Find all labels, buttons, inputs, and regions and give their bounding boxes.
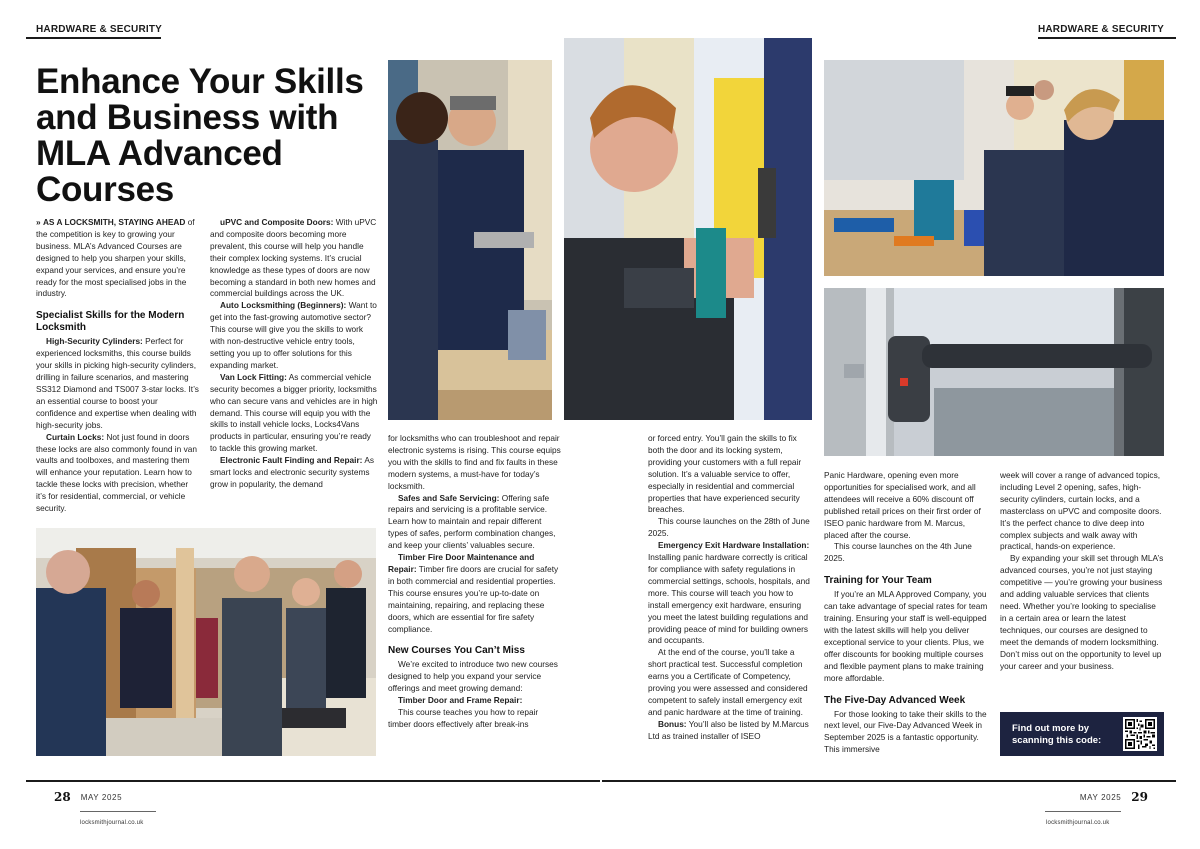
photo-panic-bar bbox=[824, 288, 1164, 456]
subhead-five-day-week: The Five-Day Advanced Week bbox=[824, 694, 966, 706]
subhead-specialist-skills: Specialist Skills for the Modern Locksmith bbox=[36, 310, 185, 334]
website-url-right[interactable]: locksmithjournal.co.uk bbox=[1046, 820, 1110, 826]
paragraph-continued: Panic Hardware, opening even more opportunities for specialised work, and all attendees will receive a 60% discount off published retail prices on their first order of ISEO panic hardware from M. Marcus, placed after the course. bbox=[824, 470, 981, 540]
header-rule-right bbox=[1038, 37, 1176, 39]
issue-date-left: MAY 2025 bbox=[80, 793, 123, 802]
paragraph-safes: Safes and Safe Servicing: Offering safe repairs and servicing is a profitable service. Learn how to maintain and repair different types of safes, perform combination changes, and keep your clients’ valuables secure. bbox=[388, 492, 556, 551]
section-header-left: HARDWARE & SECURITY bbox=[36, 24, 163, 35]
footer-left-folio bbox=[54, 790, 122, 804]
photo-trainee-van-lock bbox=[564, 38, 812, 420]
paragraph-van-lock: Van Lock Fitting: As commercial vehicle security becomes a bigger priority, locksmiths who can secure vans and vehicles are in high demand. This course will equip you with the skills to install vehicle locks, Locks4Vans products in particular, ensuring you’re ready to tackle this growing market. bbox=[210, 371, 378, 454]
subhead-new-courses: New Courses You Can’t Miss bbox=[388, 645, 525, 657]
lead-paragraph: » AS A LOCKSMITH, STAYING AHEAD of the competition is key to growing your business. MLA’s Advanced Courses are designed to help you sharpen your skills, expand your services, and ensure you’re ready for the most specialised jobs in the industry. bbox=[36, 217, 195, 299]
paragraph-continued: week will cover a range of advanced topics, including Level 2 opening, safes, high-security cylinders, curtain locks, and a masterclass on uPVC and composite doors. It’s the perfect chance to dive deep into complex subjects and walk away with practical, hands-on experience. bbox=[1000, 470, 1162, 552]
footer-rule-left bbox=[26, 780, 600, 782]
website-url-left[interactable]: locksmithjournal.co.uk bbox=[80, 820, 144, 826]
paragraph-launch-date: This course launches on the 28th of June 2025. bbox=[648, 516, 810, 539]
paragraph-timber-fire-door: Timber Fire Door Maintenance and Repair: Timber fire doors are crucial for safety in both commercial and residential properties. This course ensures you’re up-to-date on maintaining, repairing, and replacing these doors, which are essential for fire safety compliance. bbox=[388, 552, 559, 634]
paragraph-timber-door-frame: This course teaches you how to repair timber doors effectively after break-ins bbox=[388, 707, 539, 729]
footer-divider-right bbox=[1045, 811, 1121, 812]
paragraph-team-training: If you’re an MLA Approved Company, you can take advantage of special rates for team training. Ensuring your staff is well-equipped with the latest skills will help you deliver exceptional service to your clients. Plus, we offer discounts for booking multiple courses and flexible payment plans to make training more affordable. bbox=[824, 589, 988, 683]
paragraph-curtain-locks: Curtain Locks: Not just found in doors these locks are also commonly found in van vaults and toolboxes, and mastering them will enhance your reputation. Learn how to tackle these locks with precision, whether it’s for residential, commercial, or vehicle security. bbox=[36, 431, 197, 514]
qr-code-callout[interactable] bbox=[1000, 712, 1164, 756]
footer-divider-left bbox=[80, 811, 156, 812]
paragraph-high-security: High-Security Cylinders: Perfect for experienced locksmiths, this course builds your skills in picking high-security cylinders, drilling in failure scenarios, and mastering SS312 Diamond and TS007 3-star locks. It’s an essential course to boost your confidence and expertise when dealing with high-security jobs. bbox=[36, 336, 199, 430]
paragraph-course-end: At the end of the course, you’ll take a short practical test. Successful completion earns you a Certificate of Competency, proving you were assessed and considered competent to safely install emergency exit and panic hardware at the time of training. bbox=[648, 647, 808, 717]
issue-date-right: MAY 2025 bbox=[1079, 793, 1122, 802]
photo-trainees-workbench bbox=[824, 60, 1164, 276]
qr-callout-text: Find out more by scanning this code: bbox=[1012, 723, 1102, 746]
section-header-right: HARDWARE & SECURITY bbox=[1037, 24, 1164, 35]
qr-code-icon[interactable] bbox=[1123, 717, 1157, 751]
paragraph-continued: or forced entry. You’ll gain the skills to fix both the door and its locking system, providing your customers with a full repair solution. It’s a valuable service to offer, especially in residential and commercial properties that have experienced security breaches. bbox=[648, 433, 802, 515]
photo-trainer-with-trainee bbox=[388, 60, 552, 420]
photo-training-workshop bbox=[36, 528, 376, 756]
paragraph-emergency-exit: Installing panic hardware correctly is critical for compliance with safety regulations in commercial settings, schools, hospitals, and more. This course will teach you how to install emergency exit hardware, ensuring you meet the latest building regulations and providing peace of mind for building owners and occupants. bbox=[648, 552, 810, 646]
paragraph-bonus: Bonus: You’ll also be listed by M.Marcus Ltd as trained installer of ISEO bbox=[648, 718, 809, 741]
paragraph-emergency-exit-label: Emergency Exit Hardware Installation: bbox=[658, 540, 810, 551]
paragraph-closing: By expanding your skill set through MLA’s advanced courses, you’re not just staying competitive — you’re growing your business and adding valuable services that clients need. Whether you’re looking to specialise in a certain area or learn the latest techniques, our courses are designed to meet the demands of modern locksmithing. Don’t miss out on the opportunity to level up your career and your business. bbox=[1000, 553, 1164, 671]
footer-rule-right bbox=[602, 780, 1176, 782]
article-column-3 bbox=[388, 433, 562, 731]
page-number-left: 28 bbox=[54, 790, 71, 804]
article-headline: Enhance Your Skills and Business with MLA Advanced Courses bbox=[36, 62, 364, 209]
paragraph-upvc: uPVC and Composite Doors: With uPVC and composite doors becoming more prevalent, this course will help you handle their complex locking systems. It’s crucial knowledge as these types of doors are now becoming a standard in both new homes and commercial buildings across the UK. bbox=[210, 217, 377, 299]
paragraph-continued: for locksmiths who can troubleshoot and repair electronic systems is rising. This course equips you with the skills to find and fix faults in these modern systems, a must-have for today’s locksmith. bbox=[388, 433, 561, 491]
paragraph-timber-door-frame-label: Timber Door and Frame Repair: bbox=[398, 695, 523, 706]
subhead-training-team: Training for Your Team bbox=[824, 575, 932, 587]
lead-caps: AS A LOCKSMITH, STAYING AHEAD bbox=[42, 217, 186, 227]
paragraph-new-courses: We’re excited to introduce two new courses designed to help you expand your service offerings and meet growing demand: bbox=[388, 659, 558, 694]
article-column-4 bbox=[648, 433, 814, 743]
paragraph-launch-date: This course launches on the 4th June 2025. bbox=[824, 541, 972, 564]
article-column-2 bbox=[210, 217, 378, 491]
article-column-5 bbox=[824, 470, 990, 756]
article-column-1 bbox=[36, 217, 200, 515]
header-rule-left bbox=[26, 37, 161, 39]
paragraph-auto-locksmithing: Auto Locksmithing (Beginners): Want to get into the fast-growing automotive sector? This course will give you the skills to work with non-destructive vehicle entry tools, setting you up to offer solutions for this expanding market. bbox=[210, 300, 377, 370]
paragraph-electronic-fault: Electronic Fault Finding and Repair: As smart locks and electronic security systems grow in popularity, the demand bbox=[210, 455, 374, 489]
article-column-6 bbox=[1000, 470, 1164, 672]
paragraph-five-day: For those looking to take their skills to the next level, our Five-Day Advanced Week in September 2025 is a fantastic opportunity. This immersive bbox=[824, 708, 987, 755]
footer-right-folio bbox=[1080, 790, 1148, 804]
page-number-right: 29 bbox=[1131, 790, 1148, 804]
